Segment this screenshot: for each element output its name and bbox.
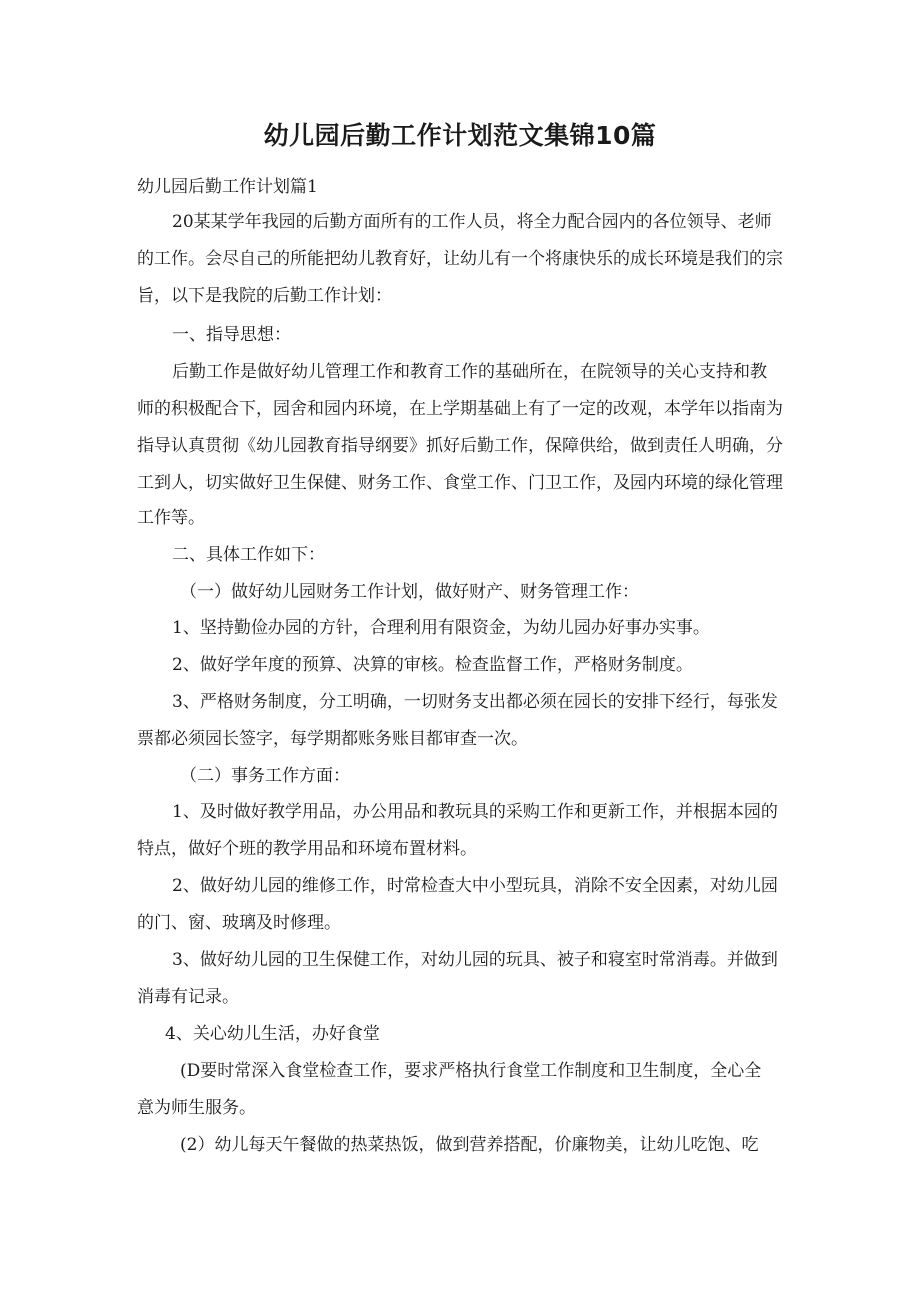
paragraph-line: 师的积极配合下，园舍和园内环境，在上学期基础上有了一定的改观，本学年以指南为 — [137, 399, 783, 419]
subheading: （一）做好幼儿园财务工作计划，做好财产、财务管理工作： — [180, 582, 639, 602]
paragraph-line: 消毒有记录。 — [137, 987, 239, 1007]
paragraph-line: 旨，以下是我院的后勤工作计划： — [137, 286, 392, 306]
list-item: 1、坚持勤俭办园的方针，合理利用有限资金，为幼儿园办好事办实事。 — [172, 618, 710, 638]
paragraph-line: 工作等。 — [137, 508, 205, 528]
paragraph-line: 的门、窗、玻璃及时修理。 — [137, 913, 341, 933]
list-item: 1、及时做好教学用品，办公用品和教玩具的采购工作和更新工作，并根据本园的 — [172, 802, 778, 822]
list-item: 3、严格财务制度，分工明确，一切财务支出都必须在园长的安排下经行，每张发 — [172, 692, 778, 712]
list-item: 2、做好幼儿园的维修工作，时常检查大中小型玩具，消除不安全因素，对幼儿园 — [172, 876, 778, 896]
subheading: 二、具体工作如下： — [172, 545, 325, 565]
list-item: 2、做好学年度的预算、决算的审核。检查监督工作，严格财务制度。 — [172, 655, 693, 675]
subheading: （二）事务工作方面： — [180, 766, 350, 786]
list-item: 4、关心幼儿生活，办好食堂 — [165, 1024, 380, 1044]
paragraph-line: 指导认真贯彻《幼儿园教育指导纲要》抓好后勤工作，保障供给，做到责任人明确，分 — [137, 436, 783, 456]
list-item: (D要时常深入食堂检查工作，要求严格执行食堂工作制度和卫生制度，全心全 — [180, 1061, 762, 1081]
paragraph-line: 票都必须园长签字，每学期都账务账目都审查一次。 — [137, 729, 528, 749]
paragraph-line: 工到人，切实做好卫生保健、财务工作、食堂工作、门卫工作，及园内环境的绿化管理 — [137, 473, 783, 493]
document-title: 幼儿园后勤工作计划范文集锦10篇 — [263, 121, 657, 150]
paragraph-line: 20某某学年我园的后勤方面所有的工作人员，将全力配合园内的各位领导、老师 — [172, 212, 772, 232]
paragraph-line: 的工作。会尽自己的所能把幼儿教育好，让幼儿有一个将康快乐的成长环境是我们的宗 — [137, 249, 783, 269]
paragraph-line: 意为师生服务。 — [137, 1098, 256, 1118]
paragraph-line: 后勤工作是做好幼儿管理工作和教育工作的基础所在，在院领导的关心支持和教 — [172, 362, 767, 382]
section-heading: 幼儿园后勤工作计划篇1 — [137, 177, 318, 197]
paragraph-line: 特点，做好个班的教学用品和环境布置材料。 — [137, 839, 477, 859]
list-item: 3、做好幼儿园的卫生保健工作，对幼儿园的玩具、被子和寝室时常消毒。并做到 — [172, 950, 778, 970]
list-item: (2）幼儿每天午餐做的热菜热饭，做到营养搭配，价廉物美，让幼儿吃饱、吃 — [180, 1135, 759, 1155]
subheading: 一、指导思想： — [172, 325, 291, 345]
